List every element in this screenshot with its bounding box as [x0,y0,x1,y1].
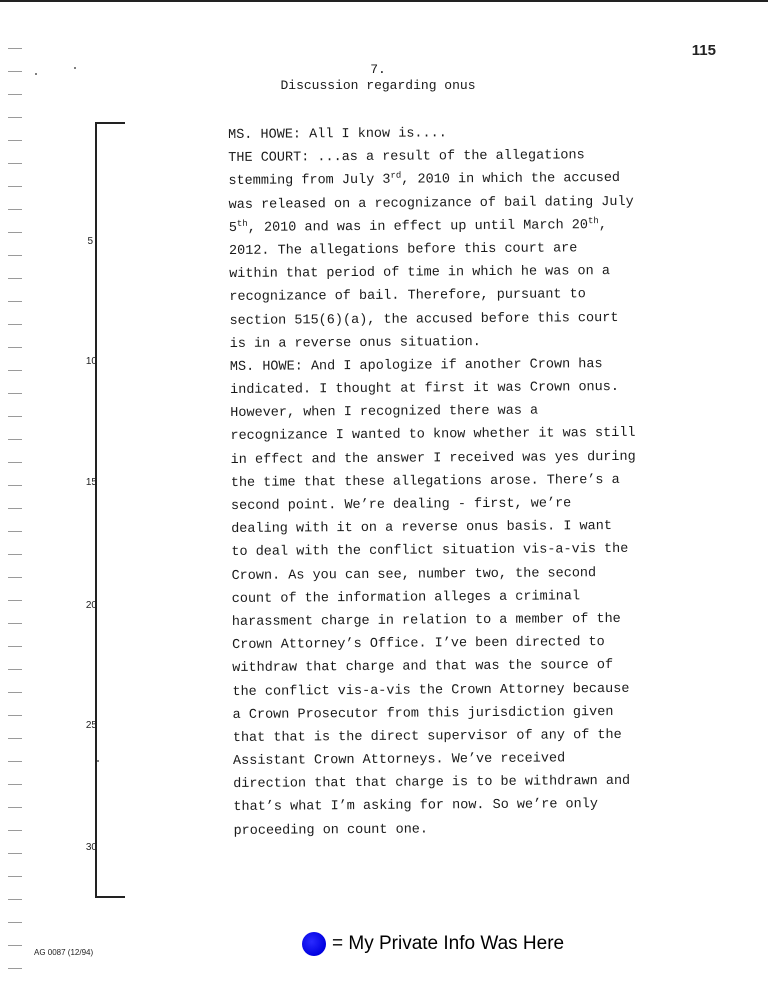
transcript-text: However, when I recognized there was a [230,403,539,422]
line-number-20: 20 [85,600,97,611]
hole-mark [8,830,22,831]
hole-mark [8,324,22,325]
hole-mark [8,186,22,187]
hole-mark [8,738,22,739]
section-number [0,62,768,77]
transcript-text: Crown Attorney’s Office. I’ve been directed to [232,635,605,654]
transcript-text: section 515(6)(a), the accused before this court [229,310,619,329]
superscript-suffix: th [236,218,248,229]
bracket-vertical-line [95,122,97,898]
hole-mark [8,48,22,49]
transcript-text: that’s what I’m asking for now. So we’re only [233,797,598,816]
transcript-text: recognizance I wanted to know whether it was still [230,426,636,445]
hole-mark [8,393,22,394]
transcript-text: count of the information alleges a criminal [231,588,581,607]
transcript-text: to deal with the conflict situation vis-a-vis the [231,542,629,561]
line-number-10: 10 [85,356,97,367]
hole-mark [8,669,22,670]
transcript-line [231,445,701,472]
transcript-text: MS. HOWE: All I know is.... [228,126,447,143]
transcript-text: is in a reverse onus situation. [229,334,481,352]
transcript-text: harassment charge in relation to a member of the [231,611,621,630]
section-title [0,78,768,93]
transcript-text: Crown. As you can see, number two, the second [231,565,597,584]
hole-mark [8,140,22,141]
hole-mark [8,761,22,762]
transcript-text: a Crown Prosecutor from this jurisdiction given [232,704,614,723]
hole-mark [8,922,22,923]
superscript-suffix: rd [390,171,402,182]
transcript-text: , 2010 in which the accused [401,171,621,189]
transcript-text: withdraw that charge and that was the source of [232,658,614,677]
hole-mark [8,117,22,118]
transcript-text: stemming from July 3 [228,173,391,190]
line-number-30: 30 [85,842,97,853]
hole-mark [8,370,22,371]
transcript-line [230,422,700,449]
hole-mark [8,807,22,808]
transcript-text: second point. We’re dealing - first, we’re [230,496,572,514]
bracket-top-tick [95,122,125,124]
transcript-text: the time that these allegations arose. There’s a [230,472,620,491]
hole-mark [8,439,22,440]
transcript-line [233,816,703,843]
transcript-text: , [598,217,607,233]
form-code: AG 0087 (12/94) [34,948,94,957]
hole-mark [8,577,22,578]
transcript-body [228,120,704,842]
hole-mark [8,623,22,624]
hole-mark [8,485,22,486]
transcript-text: direction that that charge is to be withdrawn and [233,774,631,793]
hole-mark [8,531,22,532]
transcript-text: 2012. The allegations before this court are [228,241,578,259]
hole-mark [8,876,22,877]
section-title-text: Discussion regarding onus [280,78,476,93]
transcript-text: in effect and the answer I received was yes during [230,449,636,468]
transcript-line [229,190,699,217]
transcript-text: 5 [228,220,237,236]
transcript-text: indicated. I thought at first it was Crown onus. [230,380,620,399]
transcript-text: that that is the direct supervisor of any of the [232,727,622,746]
hole-mark [8,853,22,854]
hole-mark [8,554,22,555]
page-number: 115 [691,42,716,59]
superscript-suffix: th [587,215,599,226]
scan-top-edge [0,0,768,2]
hole-mark [8,255,22,256]
bracket-bottom-tick [95,896,125,898]
line-number-25: 25 [85,720,97,731]
line-number-15: 15 [85,477,97,488]
section-number-text: 7. [370,62,386,77]
hole-mark [8,715,22,716]
hole-mark [8,784,22,785]
privacy-legend [302,930,564,958]
hole-mark [8,301,22,302]
hole-mark [8,278,22,279]
hole-mark [8,416,22,417]
privacy-dot-icon [302,932,326,956]
transcript-text: MS. HOWE: And I apologize if another Crown has [229,356,603,375]
transcript-text: proceeding on count one. [233,822,429,839]
hole-mark [8,945,22,946]
hole-mark [8,692,22,693]
privacy-legend-text: = My Private Info Was Here [332,933,565,954]
transcript-text: was released on a recognizance of bail dating July [228,194,634,213]
hole-mark [8,600,22,601]
hole-mark [8,209,22,210]
transcript-text: , 2010 and was in effect up until March 20 [247,217,589,236]
transcript-text: dealing with it on a reverse onus basis. I want [231,519,612,538]
line-number-5: 5 [87,236,93,247]
transcript-text: within that period of time in which he was on a [229,264,610,283]
hole-mark [8,646,22,647]
line-number-bracket [95,122,125,898]
hole-mark [8,94,22,95]
binding-hole-marks [8,30,26,980]
hole-mark [8,508,22,509]
transcript-text: Assistant Crown Attorneys. We’ve received [232,751,566,770]
transcript-text: THE COURT: ...as a result of the allegations [228,148,585,167]
hole-mark [8,462,22,463]
hole-mark [8,232,22,233]
hole-mark [8,163,22,164]
transcript-text: the conflict vis-a-vis the Crown Attorney because [232,681,630,700]
transcript-text: recognizance of bail. Therefore, pursuant to [229,287,586,306]
hole-mark [8,968,22,969]
hole-mark [8,899,22,900]
hole-mark [8,347,22,348]
